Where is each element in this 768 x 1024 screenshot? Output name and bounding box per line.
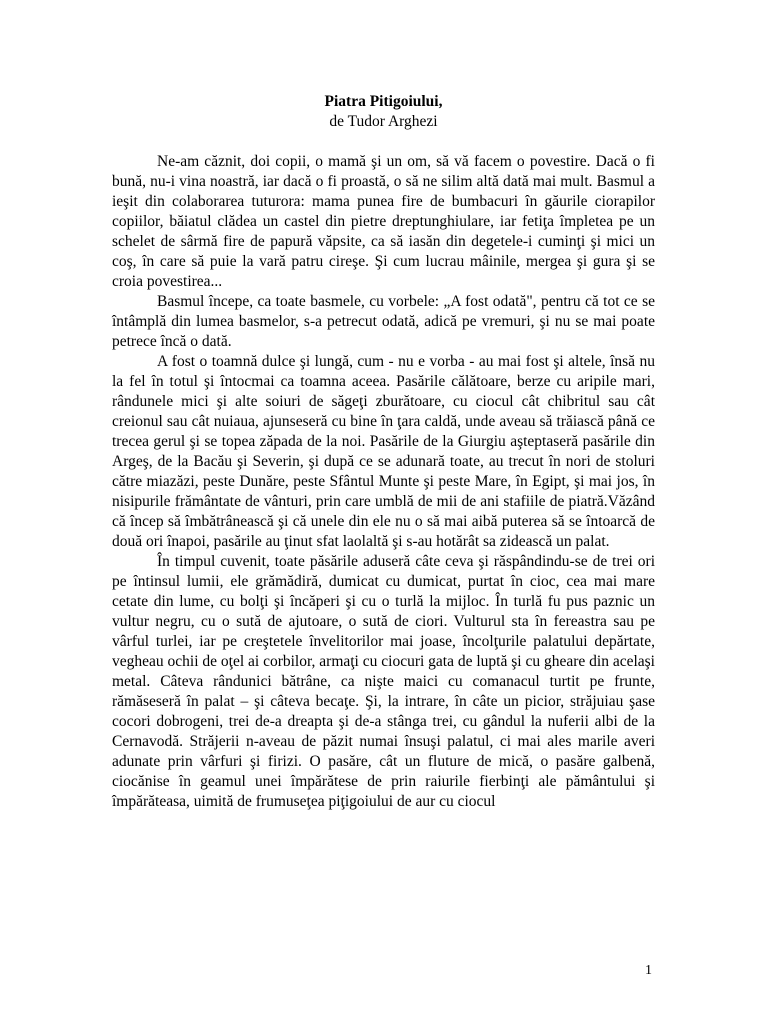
- paragraph-2: Basmul începe, ca toate basmele, cu vorbele: „A fost odată", pentru că tot ce se întâmplă din lumea basmelor, s-a petrecut odată, adică pe vremuri, şi nu se mai poate petrece încă o dată.: [112, 293, 655, 350]
- document-title: Piatra Pitigoiului,: [324, 93, 443, 110]
- paragraph-1: Ne-am căznit, doi copii, o mamă şi un om, să vă facem o povestire. Dacă o fi bună, nu-i vina noastră, iar dacă o fi proastă, o să ne silim altă dată mai mult. Basmul a ieşit din colaborarea tuturora: mama punea fire de bumbacuri în găurile ciorapilor copiilor, băiatul clădea un castel din pietre dreptunghiulare, iar fetiţa împletea pe un schelet de sârmă fire de papură văpsite, ca să iasăn din degetele-i cuminţi şi mici un coş, în care să puie la vară patru cireşe. Şi cum lucrau mâinile, mergea şi gura şi se croia povestirea...: [112, 153, 655, 290]
- title-block: [112, 92, 655, 132]
- author-line: de Tudor Arghezi: [329, 113, 438, 130]
- paragraph-3: A fost o toamnă dulce şi lungă, cum - nu e vorba - au mai fost şi altele, însă nu la fel în totul şi întocmai ca toamna aceea. Pasările călătoare, berze cu aripile mari, rândunele mici şi alte soiuri de săgeţi zburătoare, cu ciocul cât chibritul sau cât creionul sau cât nuiaua, ajunseseră cu bine în ţara caldă, unde aveau să trăiască până ce trecea gerul şi se topea zăpada de la noi. Pasările de la Giurgiu aşteptaseră pasările din Argeş, de la Bacău şi Severin, şi după ce se adunară toate, au trecut în nori de stoluri către miazăzi, peste Dunăre, peste Sfântul Munte şi peste Mare, în Egipt, şi mai jos, în nisipurile frământate de vânturi, prin care umblă de mii de ani stafiile de piatră.Văzând că încep să îmbătrânească şi că unele din ele nu o să mai aibă puterea să se întoarcă de două ori înapoi, pasările au ţinut sfat laolaltă şi s-au hotărât sa zidească un palat.: [112, 353, 655, 550]
- document-page: [112, 92, 655, 812]
- page-number: 1: [645, 963, 652, 978]
- paragraph-4: În timpul cuvenit, toate păsările aduseră câte ceva şi răspândindu-se de trei ori pe întinsul lumii, ele grămădiră, dumicat cu dumicat, purtat în cioc, cea mai mare cetate din lume, cu bolţi şi încăperi şi cu o turlă la mijloc. În turlă fu pus paznic un vultur negru, cu o sută de ajutoare, o sută de ciori. Vulturul sta în fereastra sau pe vârful turlei, iar pe creştetele învelitorilor mai joase, încolţurile palatului depărtate, vegheau ochii de oţel ai corbilor, armaţi cu ciocuri gata de luptă şi cu gheare din acelaşi metal. Câteva rândunici bătrâne, ca nişte maici cu comanacul turtit pe frunte, rămăseseră în palat – şi câteva becaţe. Şi, la intrare, în câte un picior, străjuiau şase cocori dobrogeni, trei de-a dreapta şi de-a stânga trei, cu gândul la nuferii albi de la Cernavodă. Străjerii n-aveau de păzit numai însuşi palatul, ci mai ales marile averi adunate prin vârfuri şi firizi. O pasăre, cât un fluture de mică, o pasăre galbenă, ciocănise în geamul unei împărătese de prin raiurile fierbinţi ale pământului şi împărăteasa, uimită de frumuseţea piţigoiului de aur cu ciocul: [112, 553, 655, 810]
